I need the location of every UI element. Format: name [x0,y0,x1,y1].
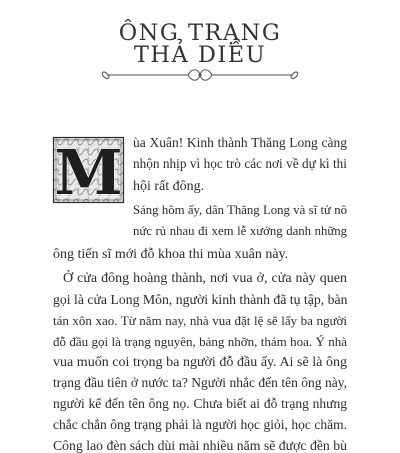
ornament-divider [102,66,298,84]
text-line: Ở cửa đông hoàng thành, nơi vua ở, cửa này quen [63,271,347,286]
text-line: người kể đến tên ông nọ. Chưa biết ai đỗ trạng nhưng [53,396,347,411]
text-line: trạng đầu tiên ở nước ta? Người nhắc đến tên ông này, [53,375,347,390]
text-line: hội rất đông. [133,179,205,194]
text-line: nức rủ nhau đi xem lễ xướng danh những [133,224,347,238]
text-line: đỗ đầu gọi là trạng nguyên, bảng nhỡn, thám hoa. Ý nhà [53,334,347,349]
text-line: nhộn nhịp vì học trò các nơi về dự kì thi [133,156,347,171]
text-line: vua muốn coi trọng ba người đỗ đầu ấy. Ai sẽ là ông [53,355,347,370]
text-line: tán xôn xao. Từ năm nay, nhà vua đặt lệ sẽ lấy ba người [53,313,347,328]
chapter-title-line-2: THẢ DIỀU [133,42,267,68]
text-line: Công lao đèn sách dùi mài nhiều năm sẽ được đền bù [53,438,347,453]
text-line: Sáng hôm ấy, dân Thăng Long và sĩ tử nô [133,203,347,217]
chapter-title-line-1: ÔNG TRẠNG [118,20,282,46]
svg-text:M: M [54,136,123,209]
text-line: ùa Xuân! Kinh thành Thăng Long càng [133,135,347,150]
text-line: chắc chắn ông trạng phải là người học giỏi, học chăm. [53,417,347,432]
drop-cap-letter-m [53,136,124,209]
text-line: gọi là cửa Long Môn, người kinh thành đã tụ tập, bàn [53,292,348,307]
text-line: ông tiến sĩ mới đỗ khoa thi mùa xuân này. [53,247,289,262]
